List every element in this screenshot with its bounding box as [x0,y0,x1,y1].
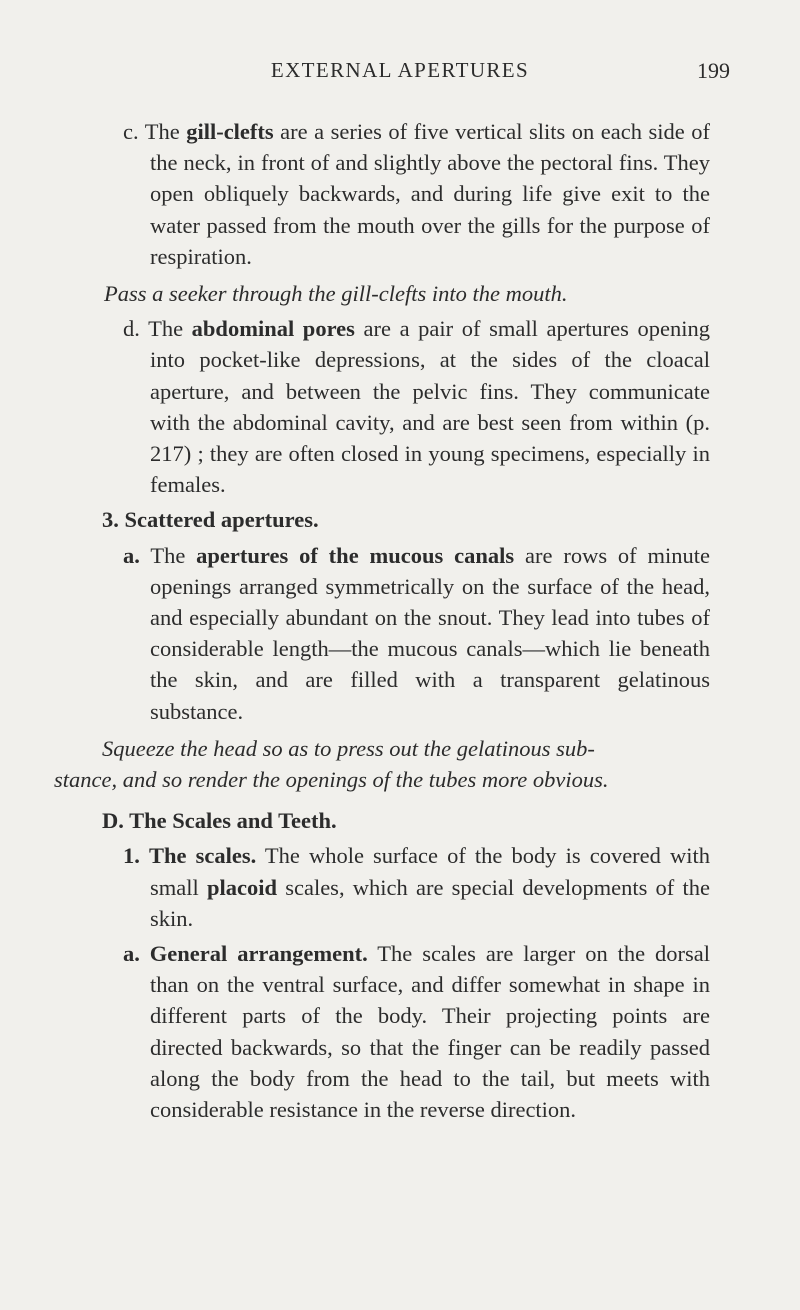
subheading-general-arrangement: General arrangement. [149,941,368,967]
paragraph-the-scales [0,840,710,934]
term-gill-clefts: gill-clefts [186,119,274,144]
running-title: EXTERNAL APERTURES [270,58,530,82]
text-run: The [144,119,187,144]
text-run: are a series of five vertical slits on each side of the neck, in front of and slightly above the pectoral fins. They open obliquely backwards, and during life give exit to the water passed from the mouth over the gills for the purpose of respiration. [150,119,710,269]
instruction-line: Squeeze the head so as to press out the gelatinous sub- [102,735,595,761]
paragraph-mucous-canals [0,540,710,727]
instruction-squeeze [0,733,710,795]
term-abdominal-pores: abdominal pores [191,316,355,342]
heading-scales-and-teeth [0,805,710,836]
paragraph-abdominal-pores [0,313,710,500]
subheading-the-scales: The scales. [148,843,257,869]
text-run: are a pair of small apertures opening into pocket-like depressions, at the sides of the cloacal aperture, and between the pelvic fins. They communicate with the abdominal cavity, and are best seen from within (p. 217) ; they are often closed in young specimens, especially in females. [150,316,711,498]
heading-text: Scattered apertures. [124,507,319,533]
page-number: 199 [697,58,730,83]
item-marker: d. [123,316,140,342]
heading-scattered-apertures [0,504,710,535]
term-placoid: placoid [206,874,277,900]
item-marker: D. [102,808,124,834]
item-marker: 3. [102,507,119,533]
body-text [0,116,800,1125]
heading-text: The Scales and Teeth. [129,808,337,834]
instruction-line: stance, and so render the openings of the tubes more obvious. [54,767,609,793]
text-run: are rows of minute openings arranged symmetrically on the surface of the head, and especially abundant on the snout. They lead into tubes of considerable length—the mucous canals—which lie beneath the skin, and are filled with a transparent gelatinous substance. [150,542,711,724]
text-run: The scales are larger on the dorsal than on the ventral surface, and differ somewhat in shape in different parts of the body. Their projecting points are directed backwards, so that the finger can be readily passed along the body from the head to the tail, but meets with considerable resistance in the reverse direction. [150,941,711,1123]
item-marker: a. [123,941,140,967]
text-run: The [148,316,192,342]
text-run: scales, which are special developments of the skin. [150,874,710,931]
instruction-seeker: Pass a seeker through the gill-clefts into the mouth. [104,281,568,307]
item-marker: a. [123,542,140,568]
text-run: The [150,542,197,568]
paragraph-gill-clefts [0,116,710,272]
item-marker: c. [123,119,139,144]
term-mucous-canals: apertures of the mucous canals [196,542,515,568]
text-run: The whole surface of the body is covered with small [150,843,711,900]
page-header [0,58,800,88]
item-marker: 1. [123,843,140,869]
paragraph-general-arrangement [0,938,710,1125]
